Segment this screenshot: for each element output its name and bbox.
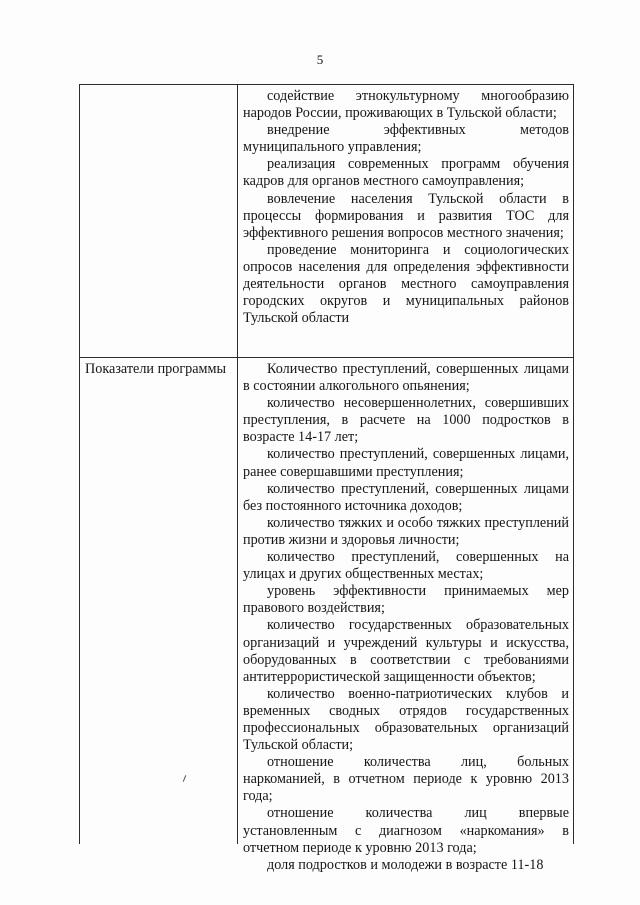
tasks-cell — [243, 88, 569, 327]
indicators-cell — [243, 361, 569, 874]
indicator-item: Количество преступлений, совершенных лицами в состоянии алкогольного опьянения; — [243, 361, 569, 395]
indicators-label-cell — [85, 361, 231, 378]
task-item: вовлечение населения Тульской области в процессы формирования и развития ТОС для эффективного решения вопросов местного значения; — [243, 190, 569, 241]
indicators-label: Показатели программы — [85, 361, 227, 377]
page-number: 5 — [316, 52, 324, 67]
task-item: реализация современных программ обучения кадров для органов местного самоуправления; — [243, 156, 569, 190]
indicator-item: количество преступлений, совершенных лицами, ранее совершавшими преступления; — [243, 446, 569, 480]
indicator-item: количество государственных образовательных организаций и учреждений культуры и искусства, оборудованных в соответствии с требованиями антитеррористической защищенности объектов; — [243, 617, 569, 685]
task-item: содействие этнокультурному многообразию народов России, проживающих в Тульской области; — [243, 88, 569, 122]
indicator-item: количество преступлений, совершенных лицами без постоянного источника доходов; — [243, 480, 569, 514]
indicator-item: уровень эффективности принимаемых мер правового воздействия; — [243, 583, 569, 617]
task-item: проведение мониторинга и социологических опросов населения для определения эффективности деятельности органов местного самоуправления городских округов и муниципальных районов Тульской области — [243, 241, 569, 327]
indicator-item: отношение количества лиц, больных наркоманией, в отчетном периоде к уровню 2013 года; — [243, 754, 569, 805]
column-divider — [237, 84, 238, 844]
indicator-item: количество преступлений, совершенных на улицах и других общественных местах; — [243, 549, 569, 583]
indicator-item: количество тяжких и особо тяжких преступлений против жизни и здоровья личности; — [243, 514, 569, 548]
row-divider — [79, 357, 574, 358]
task-item: внедрение эффективных методов муниципального управления; — [243, 122, 569, 156]
indicator-item: количество военно-патриотических клубов и временных сводных отрядов государственных профессиональных образовательных организаций Тульской области; — [243, 685, 569, 754]
indicator-item: отношение количества лиц впервые установленным с диагнозом «наркомания» в отчетном периоде к уровню 2013 года; — [243, 805, 569, 856]
indicator-item: количество несовершеннолетних, совершивших преступления, в расчете на 1000 подростков в возрасте 14-17 лет; — [243, 395, 569, 446]
indicator-item: доля подростков и молодежи в возрасте 11-18 — [267, 856, 544, 873]
